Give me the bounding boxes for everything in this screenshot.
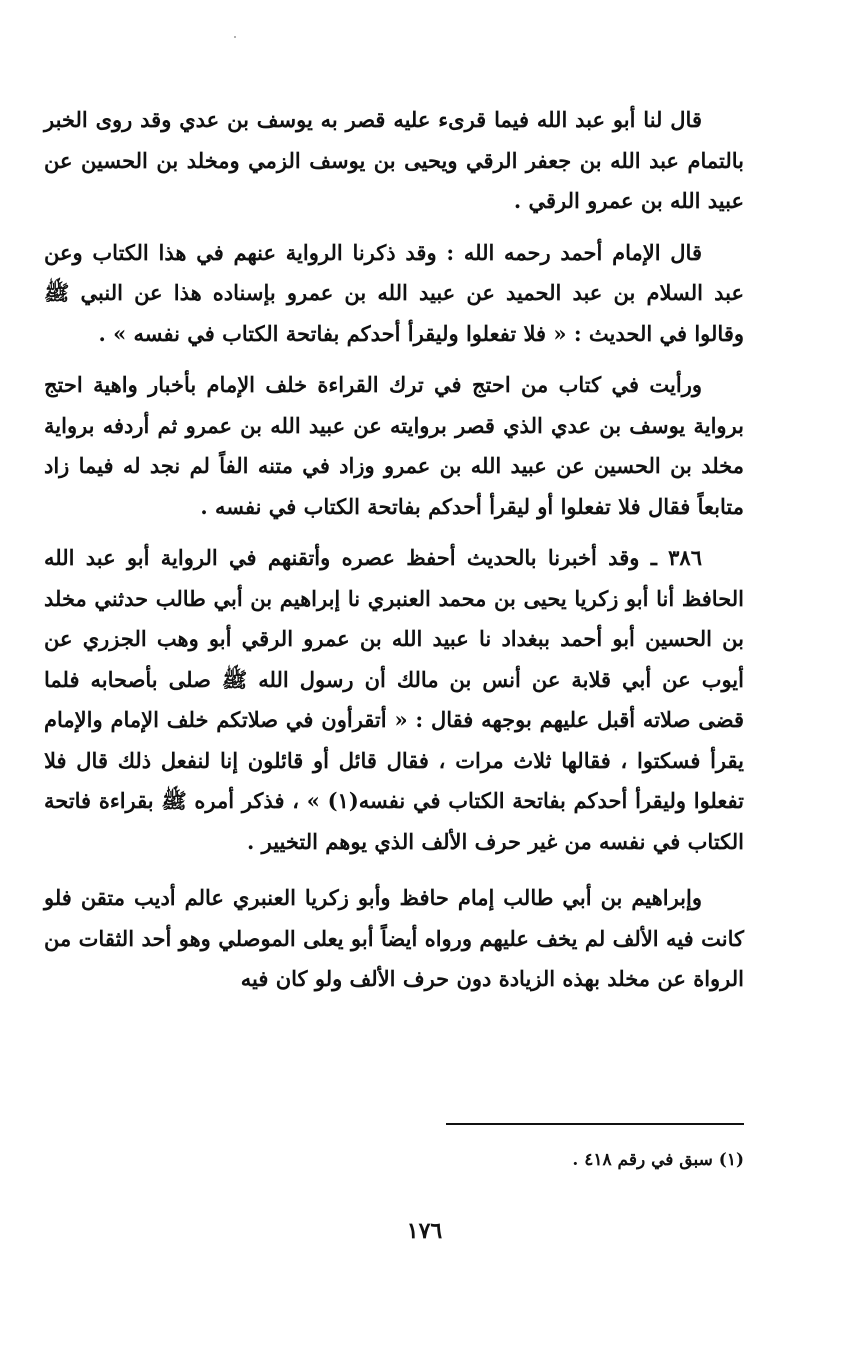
paragraph-3: ورأيت في كتاب من احتج في ترك القراءة خلف الإمام بأخبار واهية احتج برواية يوسف بن عدي الذي قصر بروايته عن عبيد الله بن عمرو ثم أردفه برواية مخلد بن الحسين عن عبيد الله بن عمرو وزاد في متنه الفاً لم نجد له فيما زاد متابعاً فقال فلا تفعلوا أو ليقرأ أحدكم بفاتحة الكتاب في نفسه . [44,372,744,519]
paragraph-2: قال الإمام أحمد رحمه الله : وقد ذكرنا الرواية عنهم في هذا الكتاب وعن عبد السلام بن عبد الحميد عن عبيد الله بن عمرو بإسناده هذا عن النبي ﷺ وقالوا في الحديث : « فلا تفعلوا وليقرأ أحدكم بفاتحة الكتاب في نفسه » . [44,239,744,346]
scan-speck [234,36,236,38]
paragraph-5: وإبراهيم بن أبي طالب إمام حافظ وأبو زكريا العنبري عالم أديب متقن فلو كانت فيه الألف لم يخف عليهم ورواه أيضاً أبو يعلى الموصلي وهو أحد الثقات من الرواة عن مخلد بهذه الزيادة دون حرف الألف ولو كان فيه [44,885,744,991]
footnote: (١) سبق في رقم ٤١٨ . [572,1150,744,1170]
page-number: ١٧٦ [406,1218,443,1244]
paragraph-hadith-386: ٣٨٦ ـ وقد أخبرنا بالحديث أحفظ عصره وأتقنهم في الرواية أبو عبد الله الحافظ أنا أبو زكريا يحيى بن محمد العنبري نا إبراهيم بن أبي طالب حدثني مخلد بن الحسين أبو أحمد ببغداد نا عبيد الله بن عمرو الرقي أبو وهب الجزري عن أيوب عن أبي قلابة عن أنس بن مالك أن رسول الله ﷺ صلى بأصحابه فلما قضى صلاته أقبل عليهم بوجهه فقال : « أتقرأون في صلاتكم خلف الإمام والإمام يقرأ فسكتوا ، فقالها ثلاث مرات ، فقال قائل أو قائلون إنا لنفعل ذلك قال فلا تفعلوا وليقرأ أحدكم بفاتحة الكتاب في نفسه(١) » ، فذكر أمره ﷺ بقراءة فاتحة الكتاب في نفسه من غير حرف الألف الذي يوهم التخيير . [44,545,744,854]
footnote-divider [446,1123,744,1125]
main-text [44,100,744,1011]
paragraph-1: قال لنا أبو عبد الله فيما قرىء عليه قصر به يوسف بن عدي وقد روى الخبر بالتمام عبد الله بن جعفر الرقي ويحيى بن يوسف الزمي ومخلد بن الحسين عن عبيد الله بن عمرو الرقي . [44,107,744,213]
